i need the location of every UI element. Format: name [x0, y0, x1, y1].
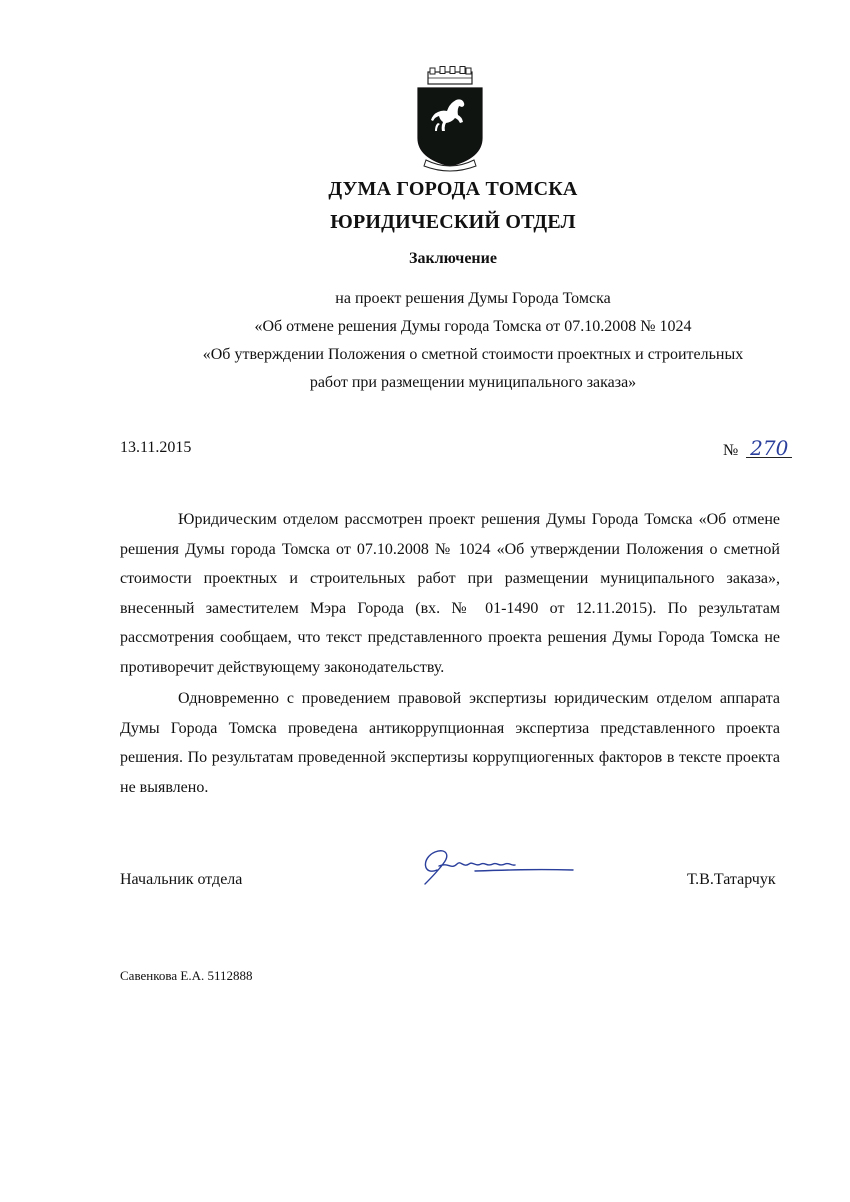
document-type: Заключение — [409, 250, 497, 267]
body-paragraph: Юридическим отделом рассмотрен проект решения Думы Города Томска «Об отмене решения Думы города Томска от 07.10.2008 № 1024 «Об утверждении Положения о сметной стоимости проектных и строительных работ при размещении муниципального заказа», внесенный заместителем Мэра Города (вх. № 01-1490 от 12.11.2015). По результатам рассмотрения сообщаем, что текст представленного проекта решения Думы Города Томска не противоречит действующему законодательству. — [120, 511, 780, 676]
organization-name: ДУМА ГОРОДА ТОМСКА — [328, 178, 578, 200]
subject-line: работ при размещении муниципального заказа» — [309, 374, 637, 391]
crown-icon — [428, 67, 472, 85]
subject-line: «Об отмене решения Думы города Томска от 07.10.2008 № 1024 — [254, 318, 692, 335]
handwritten-signature — [415, 840, 575, 888]
city-coat-of-arms — [412, 66, 488, 174]
signer-name: Т.В.Татарчук — [687, 871, 776, 888]
signer-position: Начальник отдела — [120, 871, 243, 888]
executor-contact: Савенкова Е.А. 5112888 — [120, 968, 253, 983]
shield-icon — [418, 88, 482, 166]
document-number — [723, 436, 792, 460]
subject-line: на проект решения Думы Города Томска — [335, 290, 611, 307]
body-paragraph: Одновременно с проведением правовой экспертизы юридическим отделом аппарата Думы Города Томска проведена антикоррупционная экспертиза представленного проекта решения. По результатам проведенной экспертизы коррупциогенных факторов в тексте проекта не выявлено. — [120, 690, 780, 796]
subject-line: «Об утверждении Положения о сметной стоимости проектных и строительных — [202, 346, 744, 363]
conclusion-body — [120, 505, 780, 804]
handwritten-number: 270 — [746, 439, 792, 458]
number-sign: № — [723, 442, 739, 459]
department-name: ЮРИДИЧЕСКИЙ ОТДЕЛ — [330, 211, 576, 233]
document-date: 13.11.2015 — [120, 439, 192, 456]
